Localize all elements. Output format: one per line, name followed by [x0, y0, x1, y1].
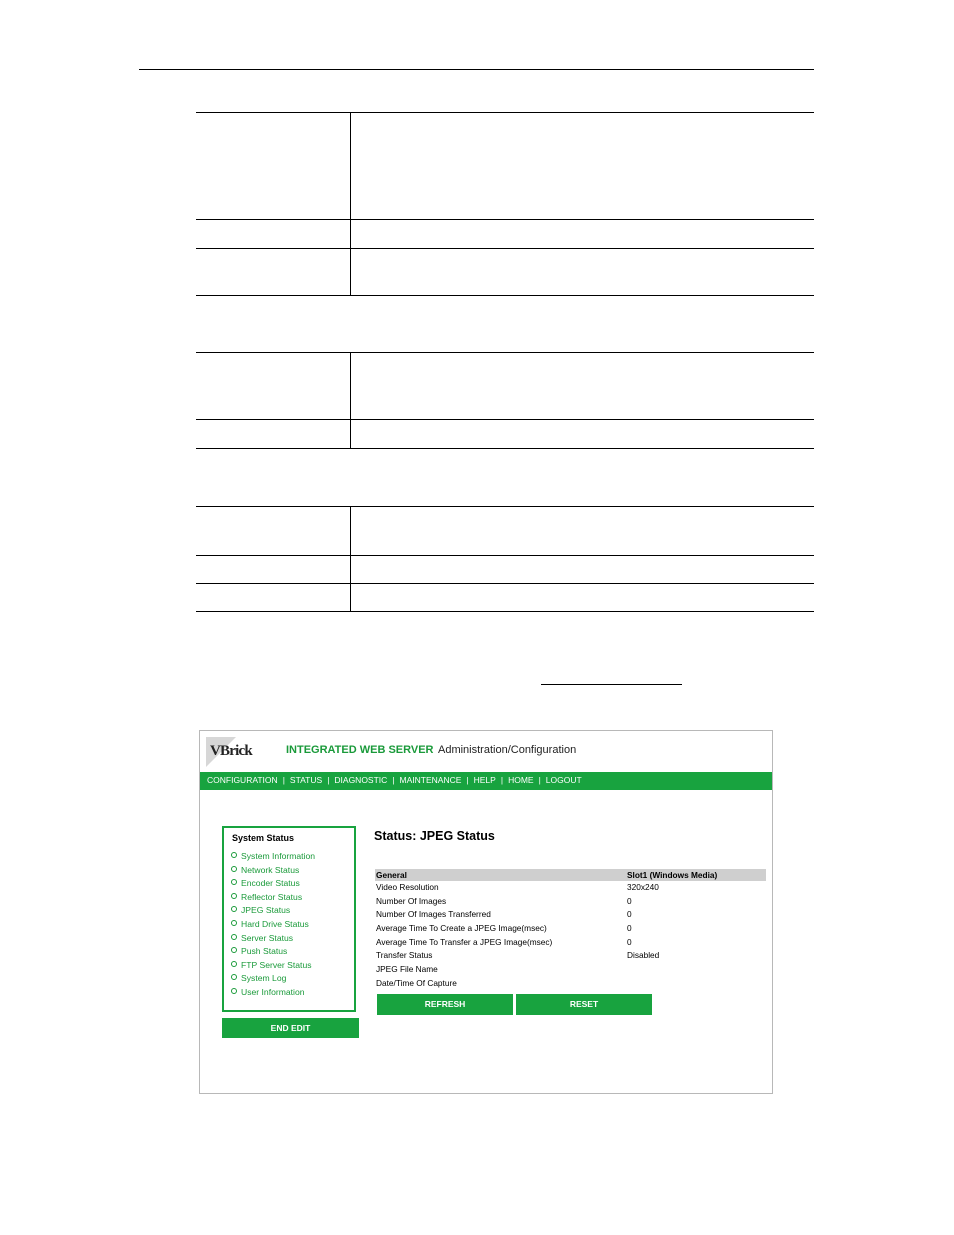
- nav-diagnostic[interactable]: DIAGNOSTIC: [334, 775, 388, 785]
- sidebar: [222, 826, 356, 1012]
- table-row: Number Of Images 0: [376, 895, 632, 906]
- app-title: INTEGRATED WEB SERVER: [286, 744, 434, 756]
- sidebar-item-jpeg-status[interactable]: JPEG Status: [231, 904, 315, 918]
- table-row: Date/Time Of Capture: [376, 977, 457, 988]
- document-table-2: [196, 352, 814, 449]
- bullet-icon: [231, 934, 237, 940]
- sidebar-item-network-status[interactable]: Network Status: [231, 864, 315, 878]
- bullet-icon: [231, 879, 237, 885]
- refresh-button[interactable]: REFRESH: [377, 994, 513, 1015]
- sidebar-item-push-status[interactable]: Push Status: [231, 945, 315, 959]
- page-title: Status: JPEG Status: [374, 829, 495, 843]
- sidebar-item-system-log[interactable]: System Log: [231, 972, 315, 986]
- sidebar-item-ftp-server-status[interactable]: FTP Server Status: [231, 959, 315, 973]
- table-row: Average Time To Transfer a JPEG Image(msec) 0: [376, 936, 632, 947]
- table-row: JPEG File Name: [376, 964, 438, 975]
- nav-home[interactable]: HOME: [508, 775, 534, 785]
- page-header-rule: [139, 69, 814, 70]
- nav-maintenance[interactable]: MAINTENANCE: [399, 775, 462, 785]
- sidebar-item-hard-drive-status[interactable]: Hard Drive Status: [231, 918, 315, 932]
- bullet-icon: [231, 988, 237, 994]
- end-edit-button[interactable]: END EDIT: [222, 1018, 359, 1038]
- bullet-icon: [231, 920, 237, 926]
- vbrick-logo: VBrick: [206, 737, 250, 767]
- bullet-icon: [231, 906, 237, 912]
- nav-configuration[interactable]: CONFIGURATION: [207, 775, 278, 785]
- bullet-icon: [231, 866, 237, 872]
- table-row: [196, 352, 814, 419]
- table-row: [196, 419, 814, 449]
- nav-help[interactable]: HELP: [473, 775, 496, 785]
- sidebar-item-server-status[interactable]: Server Status: [231, 932, 315, 946]
- sidebar-item-encoder-status[interactable]: Encoder Status: [231, 877, 315, 891]
- nav-status[interactable]: STATUS: [289, 775, 323, 785]
- table-row: Transfer Status Disabled: [376, 950, 660, 961]
- table-row: Number Of Images Transferred 0: [376, 909, 632, 920]
- sidebar-item-user-information[interactable]: User Information: [231, 986, 315, 1000]
- top-navbar: CONFIGURATION | STATUS | DIAGNOSTIC | MAINTENANCE | HELP | HOME | LOGOUT: [200, 772, 773, 790]
- table-row: [196, 248, 814, 296]
- sidebar-item-reflector-status[interactable]: Reflector Status: [231, 891, 315, 905]
- bullet-icon: [231, 852, 237, 858]
- bullet-icon: [231, 974, 237, 980]
- app-subtitle: Administration/Configuration: [438, 744, 577, 756]
- reset-button[interactable]: RESET: [516, 994, 652, 1015]
- table-header: General Slot1 (Windows Media): [375, 869, 766, 881]
- table-row: [196, 506, 814, 555]
- bullet-icon: [231, 961, 237, 967]
- table-row: [196, 112, 814, 219]
- table-row: [196, 555, 814, 583]
- document-table-3: [196, 506, 814, 612]
- bullet-icon: [231, 947, 237, 953]
- document-table-1: [196, 112, 814, 296]
- jpeg-status-table: [375, 869, 766, 991]
- table-row: [196, 219, 814, 248]
- table-row: Average Time To Create a JPEG Image(msec) 0: [376, 923, 632, 934]
- sidebar-title: System Status: [232, 833, 295, 843]
- nav-logout[interactable]: LOGOUT: [545, 775, 582, 785]
- web-ui-screenshot: [199, 730, 773, 1094]
- table-row: Video Resolution 320x240: [376, 882, 659, 892]
- bullet-icon: [231, 893, 237, 899]
- hyperlink-underline[interactable]: [541, 684, 682, 685]
- table-row: [196, 583, 814, 612]
- sidebar-item-system-information[interactable]: System Information: [231, 850, 315, 864]
